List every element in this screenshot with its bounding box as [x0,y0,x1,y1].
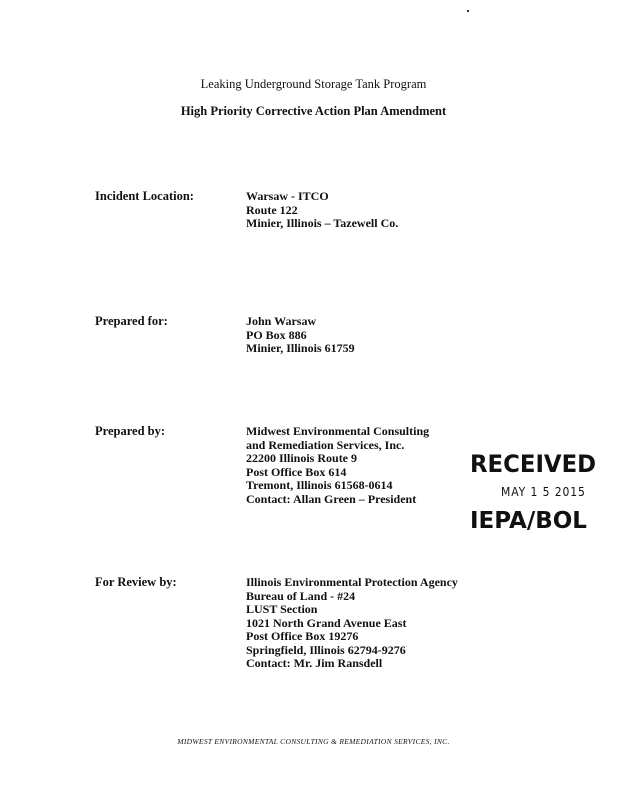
review-line: Contact: Mr. Jim Ransdell [246,656,383,670]
prepared-by-line: Post Office Box 614 [246,464,347,479]
prepared-for-line: PO Box 886 [246,327,307,342]
review-by-label: For Review by: [95,575,177,589]
prepared-by-line: and Remediation Services, Inc. [246,437,405,452]
review-line: 1021 North Grand Avenue East [246,615,407,630]
review-line: LUST Section [246,602,318,616]
prepared-by-line: Midwest Environmental Consulting [246,424,430,438]
review-line: Post Office Box 19276 [246,629,359,643]
program-name: Leaking Underground Storage Tank Program [200,77,427,91]
incident-line: Minier, Illinois – Tazewell Co. [246,216,399,230]
prepared-for-line: Minier, Illinois 61759 [246,341,355,355]
stamp-office: IEPA/BOL [470,508,587,534]
prepared-for-block [246,315,355,356]
review-line: Illinois Environmental Protection Agency [246,575,458,589]
scan-speck [467,10,469,12]
footer-company: MIDWEST ENVIRONMENTAL CONSULTING & REMEDIATION SERVICES, INC. [177,737,450,746]
prepared-by-line: Tremont, Illinois 61568-0614 [246,478,393,492]
prepared-by-label: Prepared by: [95,424,166,438]
prepared-by-line: Contact: Allan Green – President [246,491,417,506]
prepared-by-line: 22200 Illinois Route 9 [246,451,358,465]
incident-location-label: Incident Location: [95,189,194,203]
prepared-for-label: Prepared for: [95,314,168,328]
incident-line: Warsaw - ITCO [246,189,329,203]
review-by-block [246,576,458,671]
prepared-by-block [246,425,429,506]
incident-line: Route 122 [246,202,298,217]
received-stamp: RECEIVED [470,450,597,478]
review-line: Bureau of Land - #24 [246,588,356,603]
prepared-for-line: John Warsaw [246,314,317,328]
stamp-date: MAY 1 5 2015 [501,485,586,499]
review-line: Springfield, Illinois 62794-9276 [246,642,406,657]
document-title: High Priority Corrective Action Plan Amendment [180,104,447,118]
incident-location-block [246,190,398,231]
